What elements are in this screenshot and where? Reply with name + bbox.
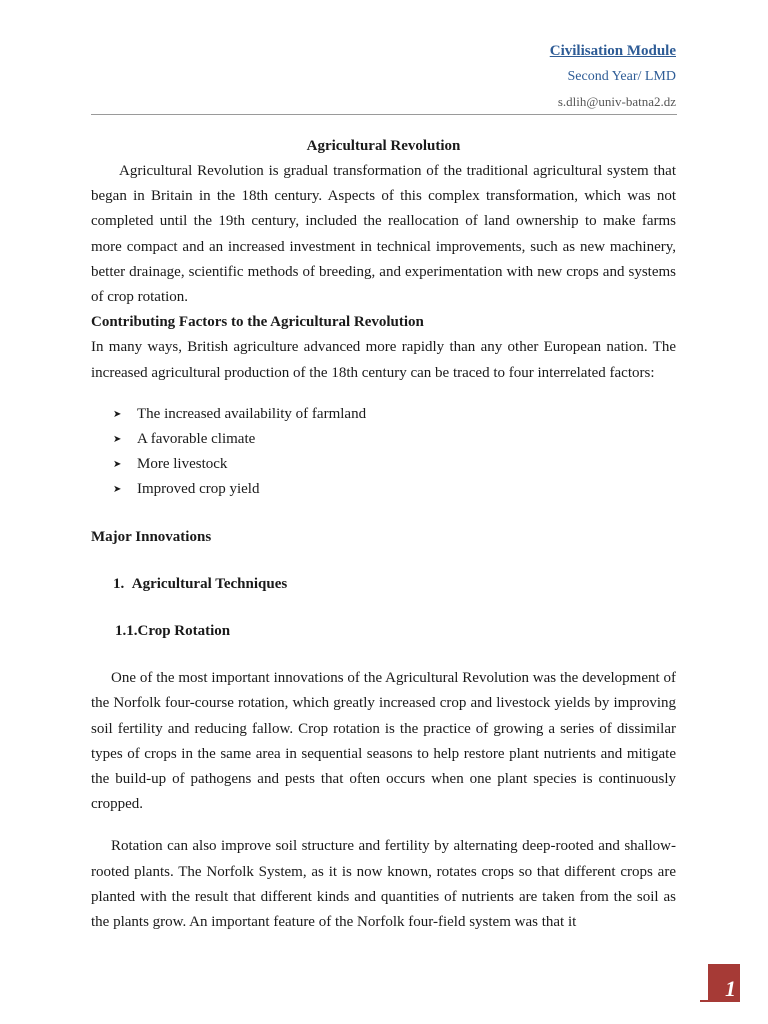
year-label: Second Year/ LMD: [567, 69, 676, 84]
contributing-heading: Contributing Factors to the Agricultural Revolution: [91, 314, 424, 331]
arrowhead-bullet-icon: ➤: [113, 434, 122, 446]
list-item: ➤ More livestock: [91, 452, 676, 477]
author-email: s.dlih@univ-batna2.dz: [557, 94, 676, 109]
arrowhead-bullet-icon: ➤: [113, 484, 122, 496]
document-title: Agricultural Revolution: [306, 138, 461, 154]
arrowhead-bullet-icon: ➤: [113, 408, 122, 420]
document-body: [91, 133, 676, 935]
arrowhead-bullet-icon: ➤: [113, 459, 122, 471]
page-number: 1: [708, 964, 740, 1000]
crop-rotation-paragraph-2: Rotation can also improve soil structure and fertility by alternating deep-rooted and shallow-rooted plants. The Norfolk System, as it is now known, rotates crops so that different crops are planted with the result that different kinds and quantities of nutrients are taken from the soil as the plants grow. An important feature of the Norfolk four-field system was that it: [91, 838, 676, 931]
module-title: Civilisation Module: [549, 43, 676, 59]
list-item: ➤ The increased availability of farmland: [91, 402, 676, 427]
factor-list: [91, 402, 676, 503]
list-item: ➤ A favorable climate: [91, 427, 676, 452]
list-item: ➤ Improved crop yield: [91, 477, 676, 502]
section-heading-crop-rotation: 1.1.Crop Rotation: [115, 623, 231, 640]
header-rule: [91, 114, 677, 115]
intro-paragraph: Agricultural Revolution is gradual transformation of the traditional agricultural system that began in Britain in the 18th century. Aspects of this complex transformation, which was not completed until the 19th century, included the reallocation of land ownership to make farms more compact and an increased investment in technical improvements, such as new machinery, better drainage, scientific methods of breeding, and experimentation with new crops and systems of crop rotation.: [91, 163, 676, 306]
contributing-paragraph: In many ways, British agriculture advanced more rapidly than any other European nation. The increased agricultural production of the 18th century can be traced to four interrelated factors:: [91, 339, 676, 381]
section-heading-agricultural-techniques: 1. Agricultural Techniques: [113, 575, 288, 592]
page-header: [550, 38, 676, 114]
page-number-rule: [700, 1000, 740, 1002]
major-innovations-heading: Major Innovations: [91, 528, 212, 545]
crop-rotation-paragraph-1: One of the most important innovations of the Agricultural Revolution was the development of the Norfolk four-course rotation, which greatly increased crop and livestock yields by improving soil fertility and reducing fallow. Crop rotation is the practice of growing a series of dissimilar types of crops in the same area in sequential seasons to help restore plant nutrients and mitigate the build-up of pathogens and pests that often occurs when one plant species is continuously cropped.: [91, 670, 676, 813]
